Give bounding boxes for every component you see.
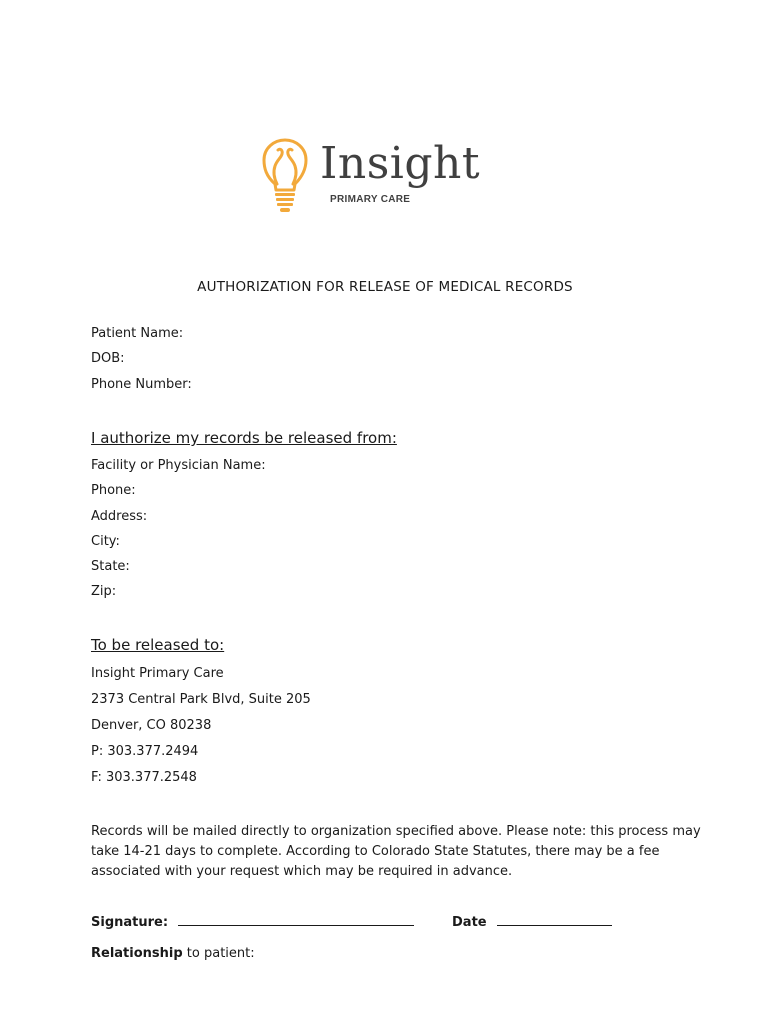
date-field[interactable] xyxy=(497,913,612,926)
release-to-fax: F: 303.377.2548 xyxy=(91,770,197,785)
patient-name-label: Patient Name: xyxy=(91,326,184,341)
notice-paragraph xyxy=(91,822,701,882)
relationship-label-rest: to patient: xyxy=(182,946,255,961)
logo-subtitle: PRIMARY CARE xyxy=(330,194,411,205)
date-row xyxy=(452,913,612,930)
facility-label: Facility or Physician Name: xyxy=(91,458,266,473)
page-title: AUTHORIZATION FOR RELEASE OF MEDICAL RECORDS xyxy=(197,279,573,295)
from-zip-label: Zip: xyxy=(91,584,117,599)
signature-field[interactable] xyxy=(178,913,414,926)
signature-row xyxy=(91,913,414,930)
logo-wordmark: Insight xyxy=(320,138,481,189)
release-to-city-state-zip: Denver, CO 80238 xyxy=(91,718,212,733)
release-to-heading: To be released to: xyxy=(91,636,225,654)
phone-number-label: Phone Number: xyxy=(91,377,192,392)
insight-logo xyxy=(262,138,482,218)
dob-label: DOB: xyxy=(91,351,125,366)
notice-line-2: take 14-21 days to complete. According to Colorado State Statutes, there may be a fee xyxy=(91,844,660,859)
relationship-row xyxy=(91,946,255,961)
release-to-name: Insight Primary Care xyxy=(91,666,224,681)
relationship-label: Relationship xyxy=(91,946,183,961)
signature-label: Signature: xyxy=(91,915,169,930)
release-from-heading: I authorize my records be released from: xyxy=(91,429,397,447)
from-address-label: Address: xyxy=(91,509,148,524)
release-to-phone: P: 303.377.2494 xyxy=(91,744,199,759)
notice-line-3: associated with your request which may be required in advance. xyxy=(91,864,513,879)
from-state-label: State: xyxy=(91,559,130,574)
from-city-label: City: xyxy=(91,534,120,549)
release-to-address: 2373 Central Park Blvd, Suite 205 xyxy=(91,692,311,707)
date-label: Date xyxy=(452,915,487,930)
from-phone-label: Phone: xyxy=(91,483,136,498)
notice-line-1: Records will be mailed directly to organization specified above. Please note: this process may xyxy=(91,824,701,839)
lightbulb-icon xyxy=(262,138,312,216)
